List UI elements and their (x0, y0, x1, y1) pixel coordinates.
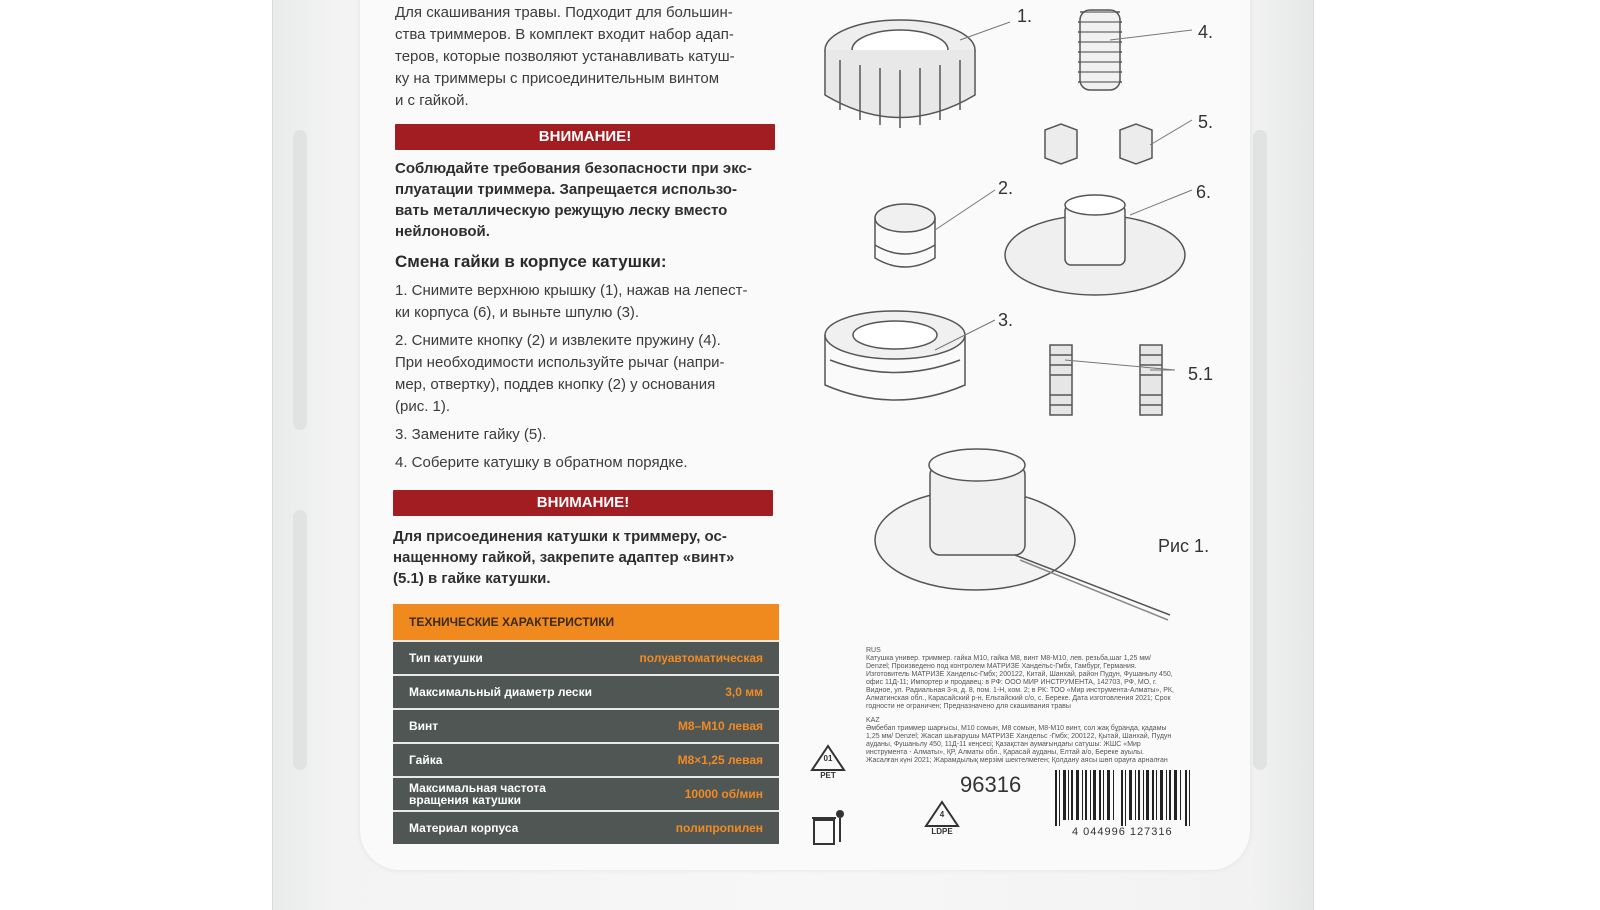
ldpe-number: 4 (939, 810, 945, 819)
spec-label-line: вращения катушки (409, 793, 522, 807)
screw-adapters-drawing (1050, 345, 1162, 415)
ldpe-recycle-symbol (920, 800, 964, 836)
callout-5-1: 5.1 (1188, 364, 1214, 384)
warning-line: нащенному гайкой, закрепите адаптер «винт» (393, 549, 735, 566)
barcode-icon (1055, 770, 1195, 826)
callout-3: 3. (998, 310, 1014, 330)
instruction-line: 2. Снимите кнопку (2) и извлеките пружину (4). (395, 332, 721, 349)
spec-value: 10000 об/мин (684, 787, 763, 801)
intro-line: ства триммеров. В комплект входит набор адап- (395, 26, 734, 43)
legal-rus-tag: RUS (866, 647, 881, 654)
spec-value: 3,0 мм (725, 685, 763, 699)
warning-line: (5.1) в гайке катушки. (393, 570, 551, 587)
instruction-line: При необходимости используйте рычаг (напри- (395, 354, 725, 371)
warning-line: вать металлическую режущую леску вместо (395, 202, 728, 219)
instruction-line: 1. Снимите верхнюю крышку (1), нажав на лепест- (395, 282, 748, 299)
callout-6: 6. (1196, 182, 1212, 202)
intro-line: Для скашивания травы. Подходит для большин- (395, 4, 733, 21)
top-cover-drawing (825, 20, 975, 128)
spec-label: Максимальный диаметр лески (409, 685, 592, 699)
callout-5: 5. (1198, 112, 1214, 132)
legal-kaz-tag: KAZ (866, 717, 880, 724)
spec-value: М8×1,25 левая (677, 753, 763, 767)
instruction-line: 3. Замените гайку (5). (395, 426, 547, 443)
spec-value: полипропилен (675, 821, 763, 835)
button-drawing (875, 204, 935, 267)
warning-line: плуатации триммера. Запрещается использо- (395, 181, 737, 198)
spec-label: Гайка (409, 753, 443, 767)
spec-label: Тип катушки (409, 651, 483, 665)
barcode-number: 4 044996 127316 (1072, 826, 1173, 838)
spec-label-line: Максимальная частота (409, 781, 546, 795)
callout-4: 4. (1198, 22, 1214, 42)
spec-label: Материал корпуса (409, 821, 519, 835)
fig1-assembly-drawing (875, 449, 1170, 620)
callout-1: 1. (1017, 6, 1033, 26)
spring-drawing (1078, 10, 1122, 90)
pet-number: 01 (823, 754, 833, 763)
trash-bin-icon (810, 806, 846, 853)
instruction-line: 4. Соберите катушку в обратном порядке. (395, 454, 688, 471)
nut-drawing (1045, 124, 1152, 164)
warning-line: Для присоединения катушки к триммеру, ос- (393, 528, 727, 545)
figure-caption: Рис 1. (1158, 536, 1210, 556)
warning-line: нейлоновой. (395, 223, 490, 240)
legal-rus-text: Катушка универ. триммер. гайка М10, гайка М8, винт М8-М10, лев. резьба,шаг 1,25 мм/ Denzel; Произведено под контролем МАТРИЗЕ Хандельс-Гмбх, Гамбург, Германия. Изготовитель МАТРИЗЕ Хандельс-Гмбх; 200122, Китай, Шанхай, район Пудун, Фушаньлу 450, офис 11Д-11; Импортер и продавец: в РФ: ООО МИР ИНСТРУМЕНТА, 142703, РФ, МО, г. Видное, ул. Радиальная 3-я, д. 8, пом. 1-Н, ком. 2; в РК: ТОО «Мир инструмента-Алматы», РК, Алматинская обл., Карасайский р-н, Ельтайский с/о, с. Береке. Дата изготовления 2021; Срок годности не ограничен; Предназначено для скашивания травы (866, 655, 1174, 710)
instructions-heading: Смена гайки в корпусе катушки: (395, 252, 667, 271)
pet-recycle-symbol (808, 744, 848, 780)
warning-line: Соблюдайте требования безопасности при экс- (395, 160, 752, 177)
instruction-line: мер, отвертку), поддев кнопку (2) у основания (395, 376, 716, 393)
intro-line: ку на триммеры с присоединительным винтом (395, 70, 720, 87)
spec-label: Винт (409, 719, 439, 733)
callout-2: 2. (998, 178, 1014, 198)
ldpe-label: LDPE (931, 827, 953, 836)
legal-kaz-text: Әмбебап триммер шарғысы, М10 сомын, М8 сомын, М8-М10 винт, сол жақ бұранда, қадамы 1,25 мм/ Denzel; Жасап шығарушы МАТРИЗЕ Хандельс -Гмбх; 200122, Қытай, Шанхай, Пудун ауданы, Фушаньлу 450, 11Д-11 кеңсесі; Қазақстан аумағындағы сатушы: ЖШС «Мир инструмента - Алматы», ҚР, Алматы обл., Қарасай ауданы, Елтай а/о, Береке ауылы. Жасалған күні 2021; Жарамдылық мерзімі шектелмеген; Қолдану аясы шөп орауға арналған (866, 725, 1172, 764)
specs-title: ТЕХНИЧЕСКИЕ ХАРАКТЕРИСТИКИ (393, 604, 779, 640)
warning-banner: ВНИМАНИЕ! (395, 124, 775, 150)
pet-label: PET (820, 771, 836, 780)
spool-drawing (825, 311, 965, 400)
warning-banner: ВНИМАНИЕ! (393, 490, 773, 516)
article-number: 96316 (960, 772, 1022, 797)
instruction-line: (рис. 1). (395, 398, 451, 415)
spec-value: полуавтоматическая (639, 651, 763, 665)
intro-line: и с гайкой. (395, 92, 469, 109)
instruction-line: ки корпуса (6), и выньте шпулю (3). (395, 304, 640, 321)
spec-value: М8–М10 левая (677, 719, 763, 733)
housing-drawing (1005, 195, 1185, 295)
intro-line: теров, которые позволяют устанавливать катуш- (395, 48, 735, 65)
legal-text-block (866, 647, 1176, 765)
